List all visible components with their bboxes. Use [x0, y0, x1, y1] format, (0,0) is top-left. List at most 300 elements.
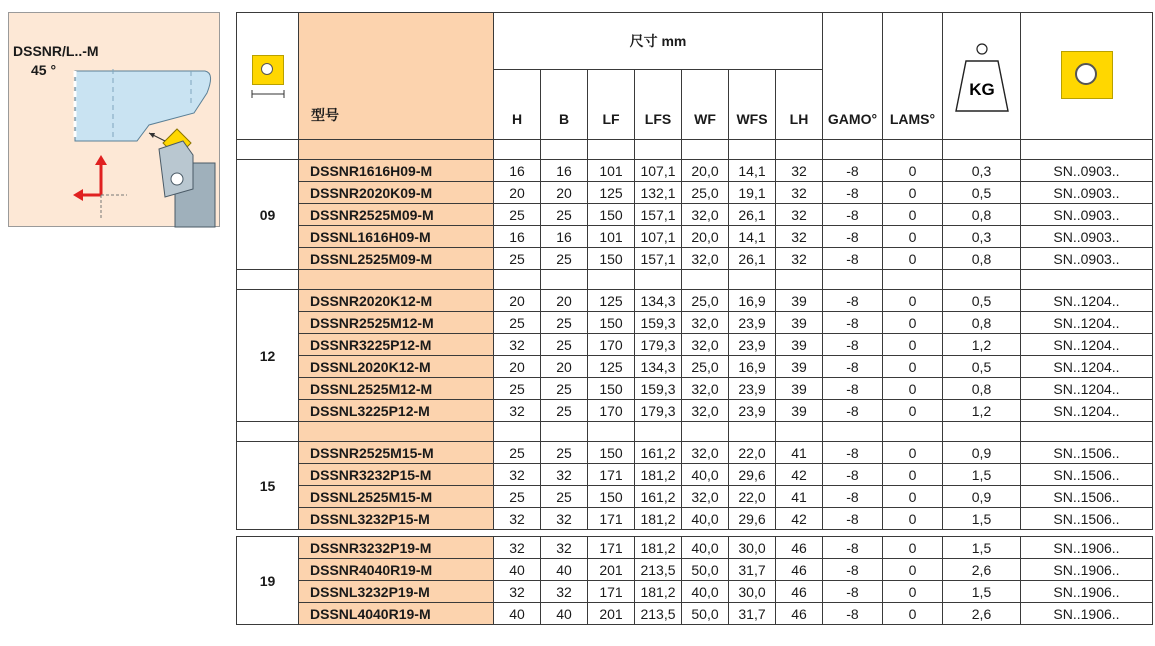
table-row	[237, 603, 1153, 625]
dimension-column-header: LH	[776, 70, 823, 140]
lams-cell: 0	[883, 160, 943, 182]
lfs-cell: 107,1	[635, 226, 682, 248]
b-cell: 25	[541, 486, 588, 508]
lfs-cell: 132,1	[635, 182, 682, 204]
h-cell: 40	[494, 603, 541, 625]
wf-cell: 40,0	[682, 508, 729, 530]
table-row	[237, 204, 1153, 226]
table-row	[237, 248, 1153, 270]
lf-cell: 125	[588, 290, 635, 312]
lf-cell: 150	[588, 486, 635, 508]
spacer-cell	[494, 422, 541, 442]
spacer-cell	[682, 422, 729, 442]
wf-cell: 50,0	[682, 559, 729, 581]
lams-cell: 0	[883, 508, 943, 530]
insert-cell: SN..0903..	[1021, 226, 1153, 248]
insert-cell: SN..1906..	[1021, 603, 1153, 625]
lams-cell: 0	[883, 334, 943, 356]
lfs-cell: 179,3	[635, 334, 682, 356]
table-row	[237, 537, 1153, 559]
lfs-cell: 157,1	[635, 248, 682, 270]
b-cell: 25	[541, 442, 588, 464]
lams-cell: 0	[883, 182, 943, 204]
gamo-cell: -8	[823, 603, 883, 625]
gamo-cell: -8	[823, 226, 883, 248]
kg-cell: 0,8	[943, 248, 1021, 270]
spacer-cell	[541, 422, 588, 442]
insert-cell: SN..0903..	[1021, 248, 1153, 270]
h-cell: 20	[494, 356, 541, 378]
spacer-cell	[588, 422, 635, 442]
spacer-cell	[823, 270, 883, 290]
spacer-row	[237, 422, 1153, 442]
wf-cell: 32,0	[682, 248, 729, 270]
insert-cell: SN..1204..	[1021, 356, 1153, 378]
lf-cell: 150	[588, 248, 635, 270]
lfs-cell: 179,3	[635, 400, 682, 422]
lh-cell: 32	[776, 204, 823, 226]
spacer-cell	[299, 270, 494, 290]
kg-cell: 1,5	[943, 464, 1021, 486]
kg-cell: 0,5	[943, 182, 1021, 204]
h-cell: 32	[494, 581, 541, 603]
lams-header: LAMS°	[883, 13, 943, 140]
wf-cell: 40,0	[682, 464, 729, 486]
insert-cell: SN..0903..	[1021, 160, 1153, 182]
spacer-cell	[237, 270, 299, 290]
kg-cell: 2,6	[943, 603, 1021, 625]
table-row	[237, 334, 1153, 356]
kg-cell: 0,8	[943, 312, 1021, 334]
spacer-cell	[299, 422, 494, 442]
gamo-cell: -8	[823, 204, 883, 226]
wfs-cell: 19,1	[729, 182, 776, 204]
lfs-cell: 159,3	[635, 378, 682, 400]
b-cell: 25	[541, 334, 588, 356]
wfs-cell: 14,1	[729, 160, 776, 182]
lfs-cell: 161,2	[635, 442, 682, 464]
model-cell: DSSNR4040R19-M	[299, 559, 494, 581]
lh-cell: 39	[776, 334, 823, 356]
b-cell: 25	[541, 312, 588, 334]
lfs-cell: 157,1	[635, 204, 682, 226]
table-row	[237, 378, 1153, 400]
insert-type-header	[1021, 13, 1153, 140]
kg-cell: 1,2	[943, 334, 1021, 356]
kg-cell: 0,8	[943, 378, 1021, 400]
kg-cell: 0,5	[943, 356, 1021, 378]
kg-cell: 2,6	[943, 559, 1021, 581]
lams-cell: 0	[883, 290, 943, 312]
kg-cell: 0,3	[943, 226, 1021, 248]
spacer-cell	[635, 140, 682, 160]
spacer-cell	[1021, 270, 1153, 290]
b-cell: 25	[541, 204, 588, 226]
wfs-cell: 29,6	[729, 508, 776, 530]
wfs-cell: 22,0	[729, 486, 776, 508]
lfs-cell: 181,2	[635, 537, 682, 559]
spacer-row	[237, 270, 1153, 290]
tool-title: DSSNR/L..-M	[13, 43, 99, 59]
gamo-cell: -8	[823, 334, 883, 356]
lams-cell: 0	[883, 226, 943, 248]
wf-cell: 32,0	[682, 486, 729, 508]
h-cell: 25	[494, 486, 541, 508]
lh-cell: 32	[776, 160, 823, 182]
b-cell: 16	[541, 160, 588, 182]
lams-cell: 0	[883, 486, 943, 508]
spacer-cell	[1021, 422, 1153, 442]
dimension-column-header: LF	[588, 70, 635, 140]
gamo-cell: -8	[823, 182, 883, 204]
table-row	[237, 508, 1153, 530]
weight-header	[943, 13, 1021, 140]
spacer-cell	[729, 270, 776, 290]
lams-cell: 0	[883, 537, 943, 559]
kg-cell: 0,9	[943, 442, 1021, 464]
h-cell: 32	[494, 537, 541, 559]
table-row	[237, 559, 1153, 581]
lh-cell: 42	[776, 464, 823, 486]
spacer-cell	[1021, 140, 1153, 160]
spacer-row	[237, 140, 1153, 160]
lh-cell: 42	[776, 508, 823, 530]
h-cell: 32	[494, 464, 541, 486]
kg-cell: 1,5	[943, 508, 1021, 530]
gamo-cell: -8	[823, 581, 883, 603]
b-cell: 20	[541, 182, 588, 204]
dimension-column-header: WF	[682, 70, 729, 140]
lfs-cell: 159,3	[635, 312, 682, 334]
spacer-cell	[823, 140, 883, 160]
square-insert-large-icon	[1061, 51, 1113, 99]
spacer-cell	[299, 140, 494, 160]
insert-cell: SN..0903..	[1021, 182, 1153, 204]
wfs-cell: 30,0	[729, 537, 776, 559]
lams-cell: 0	[883, 378, 943, 400]
lf-cell: 125	[588, 182, 635, 204]
wf-cell: 20,0	[682, 160, 729, 182]
gamo-cell: -8	[823, 537, 883, 559]
lf-cell: 171	[588, 537, 635, 559]
model-cell: DSSNR2525M15-M	[299, 442, 494, 464]
spacer-cell	[823, 422, 883, 442]
group-gap	[237, 530, 1153, 537]
dimension-arrow-icon	[251, 90, 285, 98]
b-cell: 32	[541, 464, 588, 486]
table-row	[237, 290, 1153, 312]
lams-cell: 0	[883, 312, 943, 334]
table-row	[237, 442, 1153, 464]
lf-cell: 171	[588, 581, 635, 603]
gamo-cell: -8	[823, 160, 883, 182]
weight-label: KG	[968, 79, 995, 99]
kg-cell: 0,9	[943, 486, 1021, 508]
lf-cell: 125	[588, 356, 635, 378]
h-cell: 40	[494, 559, 541, 581]
kg-cell: 0,8	[943, 204, 1021, 226]
wf-cell: 25,0	[682, 182, 729, 204]
lh-cell: 41	[776, 442, 823, 464]
lf-cell: 150	[588, 204, 635, 226]
h-cell: 25	[494, 312, 541, 334]
lams-cell: 0	[883, 442, 943, 464]
insert-cell: SN..1204..	[1021, 334, 1153, 356]
table-row	[237, 226, 1153, 248]
spacer-cell	[682, 140, 729, 160]
insert-cell: SN..1506..	[1021, 508, 1153, 530]
wf-cell: 40,0	[682, 581, 729, 603]
spacer-cell	[883, 422, 943, 442]
specification-table	[236, 12, 1153, 625]
wfs-cell: 16,9	[729, 356, 776, 378]
model-cell: DSSNL3232P15-M	[299, 508, 494, 530]
h-cell: 25	[494, 248, 541, 270]
table-row	[237, 312, 1153, 334]
lh-cell: 39	[776, 356, 823, 378]
model-cell: DSSNL2525M09-M	[299, 248, 494, 270]
wfs-cell: 26,1	[729, 248, 776, 270]
b-cell: 40	[541, 559, 588, 581]
insert-cell: SN..1204..	[1021, 378, 1153, 400]
b-cell: 32	[541, 508, 588, 530]
b-cell: 20	[541, 290, 588, 312]
model-cell: DSSNL4040R19-M	[299, 603, 494, 625]
lfs-cell: 107,1	[635, 160, 682, 182]
wf-cell: 25,0	[682, 290, 729, 312]
lh-cell: 46	[776, 559, 823, 581]
spacer-cell	[541, 140, 588, 160]
insert-size-cell: 12	[237, 290, 299, 422]
b-cell: 20	[541, 356, 588, 378]
lh-cell: 39	[776, 312, 823, 334]
h-cell: 25	[494, 378, 541, 400]
dimension-column-header: LFS	[635, 70, 682, 140]
h-cell: 32	[494, 400, 541, 422]
model-cell: DSSNL2525M15-M	[299, 486, 494, 508]
gamo-cell: -8	[823, 378, 883, 400]
table-row	[237, 182, 1153, 204]
spacer-cell	[776, 422, 823, 442]
spacer-cell	[588, 140, 635, 160]
spacer-cell	[494, 140, 541, 160]
lams-cell: 0	[883, 356, 943, 378]
insert-cell: SN..0903..	[1021, 204, 1153, 226]
spacer-cell	[776, 140, 823, 160]
b-cell: 40	[541, 603, 588, 625]
wf-cell: 50,0	[682, 603, 729, 625]
spacer-cell	[494, 270, 541, 290]
spacer-cell	[883, 140, 943, 160]
spacer-cell	[635, 270, 682, 290]
model-cell: DSSNR2525M12-M	[299, 312, 494, 334]
model-header: 型号	[299, 13, 494, 140]
dimension-column-header: B	[541, 70, 588, 140]
model-cell: DSSNR2020K09-M	[299, 182, 494, 204]
gamo-cell: -8	[823, 559, 883, 581]
square-insert-icon	[252, 55, 284, 85]
model-cell: DSSNR1616H09-M	[299, 160, 494, 182]
h-cell: 32	[494, 508, 541, 530]
wf-cell: 40,0	[682, 537, 729, 559]
insert-cell: SN..1506..	[1021, 464, 1153, 486]
model-cell: DSSNL2525M12-M	[299, 378, 494, 400]
spacer-cell	[943, 140, 1021, 160]
insert-cell: SN..1204..	[1021, 400, 1153, 422]
gamo-header: GAMO°	[823, 13, 883, 140]
lh-cell: 46	[776, 581, 823, 603]
spacer-cell	[588, 270, 635, 290]
lfs-cell: 213,5	[635, 559, 682, 581]
lfs-cell: 161,2	[635, 486, 682, 508]
model-cell: DSSNL1616H09-M	[299, 226, 494, 248]
wf-cell: 20,0	[682, 226, 729, 248]
lams-cell: 0	[883, 603, 943, 625]
gamo-cell: -8	[823, 442, 883, 464]
spacer-cell	[776, 270, 823, 290]
gamo-cell: -8	[823, 248, 883, 270]
lf-cell: 101	[588, 226, 635, 248]
h-cell: 16	[494, 160, 541, 182]
insert-cell: SN..1204..	[1021, 290, 1153, 312]
lfs-cell: 134,3	[635, 356, 682, 378]
h-cell: 25	[494, 442, 541, 464]
lams-cell: 0	[883, 559, 943, 581]
table-row	[237, 486, 1153, 508]
wf-cell: 32,0	[682, 312, 729, 334]
gamo-cell: -8	[823, 290, 883, 312]
insert-icon-header	[237, 13, 299, 140]
gamo-cell: -8	[823, 400, 883, 422]
wf-cell: 25,0	[682, 356, 729, 378]
tool-angle: 45 °	[31, 62, 57, 78]
dimension-column-header: H	[494, 70, 541, 140]
b-cell: 16	[541, 226, 588, 248]
model-cell: DSSNL2020K12-M	[299, 356, 494, 378]
insert-cell: SN..1906..	[1021, 537, 1153, 559]
wfs-cell: 29,6	[729, 464, 776, 486]
lh-cell: 46	[776, 603, 823, 625]
model-cell: DSSNR2525M09-M	[299, 204, 494, 226]
gamo-cell: -8	[823, 356, 883, 378]
wfs-cell: 14,1	[729, 226, 776, 248]
lf-cell: 201	[588, 559, 635, 581]
lf-cell: 150	[588, 378, 635, 400]
model-cell: DSSNL3232P19-M	[299, 581, 494, 603]
b-cell: 25	[541, 248, 588, 270]
lfs-cell: 134,3	[635, 290, 682, 312]
b-cell: 32	[541, 537, 588, 559]
lf-cell: 150	[588, 442, 635, 464]
lf-cell: 171	[588, 508, 635, 530]
insert-cell: SN..1906..	[1021, 581, 1153, 603]
wfs-cell: 16,9	[729, 290, 776, 312]
b-cell: 32	[541, 581, 588, 603]
b-cell: 25	[541, 378, 588, 400]
wfs-cell: 23,9	[729, 334, 776, 356]
gamo-cell: -8	[823, 508, 883, 530]
gamo-cell: -8	[823, 486, 883, 508]
table-row	[237, 464, 1153, 486]
wf-cell: 32,0	[682, 334, 729, 356]
spacer-cell	[541, 270, 588, 290]
insert-cell: SN..1506..	[1021, 486, 1153, 508]
lams-cell: 0	[883, 400, 943, 422]
wf-cell: 32,0	[682, 378, 729, 400]
table-row	[237, 581, 1153, 603]
lh-cell: 32	[776, 248, 823, 270]
table-row	[237, 160, 1153, 182]
spacer-cell	[943, 270, 1021, 290]
gamo-cell: -8	[823, 464, 883, 486]
lf-cell: 170	[588, 400, 635, 422]
h-cell: 25	[494, 204, 541, 226]
spacer-cell	[682, 270, 729, 290]
insert-cell: SN..1204..	[1021, 312, 1153, 334]
insert-cell: SN..1906..	[1021, 559, 1153, 581]
model-cell: DSSNR3232P15-M	[299, 464, 494, 486]
lh-cell: 41	[776, 486, 823, 508]
wfs-cell: 30,0	[729, 581, 776, 603]
lfs-cell: 181,2	[635, 508, 682, 530]
table-row	[237, 400, 1153, 422]
model-cell: DSSNR3225P12-M	[299, 334, 494, 356]
model-cell: DSSNR2020K12-M	[299, 290, 494, 312]
spacer-cell	[883, 270, 943, 290]
kg-cell: 1,5	[943, 537, 1021, 559]
wfs-cell: 31,7	[729, 559, 776, 581]
lh-cell: 46	[776, 537, 823, 559]
wfs-cell: 23,9	[729, 400, 776, 422]
wf-cell: 32,0	[682, 442, 729, 464]
kg-cell: 0,3	[943, 160, 1021, 182]
lams-cell: 0	[883, 248, 943, 270]
dimension-column-header: WFS	[729, 70, 776, 140]
h-cell: 20	[494, 290, 541, 312]
wfs-cell: 22,0	[729, 442, 776, 464]
kg-cell: 1,5	[943, 581, 1021, 603]
kg-cell: 0,5	[943, 290, 1021, 312]
lams-cell: 0	[883, 581, 943, 603]
insert-cell: SN..1506..	[1021, 442, 1153, 464]
h-cell: 32	[494, 334, 541, 356]
table-row	[237, 356, 1153, 378]
h-cell: 16	[494, 226, 541, 248]
weight-icon	[954, 35, 1010, 115]
lfs-cell: 181,2	[635, 464, 682, 486]
wf-cell: 32,0	[682, 204, 729, 226]
wf-cell: 32,0	[682, 400, 729, 422]
lams-cell: 0	[883, 204, 943, 226]
model-cell: DSSNR3232P19-M	[299, 537, 494, 559]
lh-cell: 39	[776, 400, 823, 422]
wfs-cell: 26,1	[729, 204, 776, 226]
spacer-cell	[943, 422, 1021, 442]
lh-cell: 32	[776, 226, 823, 248]
model-cell: DSSNL3225P12-M	[299, 400, 494, 422]
lams-cell: 0	[883, 464, 943, 486]
insert-size-cell: 09	[237, 160, 299, 270]
tool-illustration-panel	[8, 12, 220, 227]
spacer-cell	[729, 422, 776, 442]
lf-cell: 201	[588, 603, 635, 625]
lfs-cell: 181,2	[635, 581, 682, 603]
lh-cell: 32	[776, 182, 823, 204]
lfs-cell: 213,5	[635, 603, 682, 625]
lf-cell: 170	[588, 334, 635, 356]
gamo-cell: -8	[823, 312, 883, 334]
spacer-cell	[635, 422, 682, 442]
